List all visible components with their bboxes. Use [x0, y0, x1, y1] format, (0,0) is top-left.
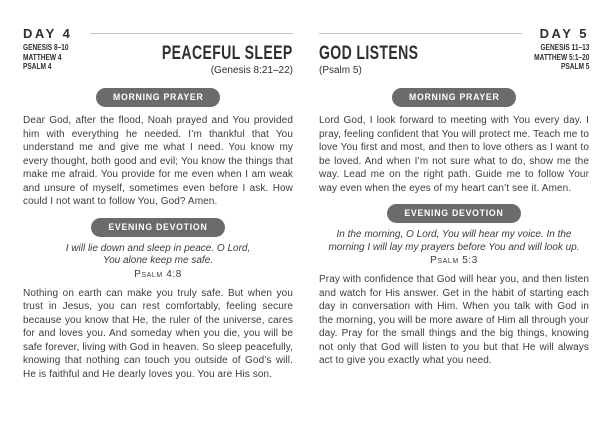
page-subtitle: (Genesis 8:21–22): [210, 65, 293, 76]
evening-devotion-badge: [387, 204, 521, 223]
title-row: [23, 43, 293, 79]
morning-prayer-text: Lord God, I look forward to meeting with You every day. I pray, feeling confident that You will protect me. Teach me to love You first and most, and then to love others as I want to be loved. And when I’m not sure what to do, show me the way. Lead me on the right path. Guide me to follow Your way even when the eyes of my heart can’t see it. Amen.: [319, 115, 589, 194]
page-header: [23, 26, 293, 40]
day-label: DAY 5: [539, 25, 589, 41]
header-rule: [90, 33, 293, 34]
evening-devotion-badge-label: EVENING DEVOTION: [108, 221, 208, 233]
page-subtitle: (Psalm 5): [319, 65, 362, 76]
readings-list: [534, 43, 589, 79]
evening-devotion-text: Nothing on earth can make you truly safe. But when you trust in Jesus, you can rest comfortably, feeling secure because you know that He, the ruler of the universe, cares for and loves you. And someday when you die, you will be safe forever, living with God in heaven. So sleep peacefully, knowing that nothing can touch you outside of God’s will. He is faithful and He dearly loves you. You are His son.: [23, 287, 293, 380]
morning-prayer-badge: [392, 88, 516, 107]
reading-item: MATTHEW 5:1–20: [533, 52, 589, 62]
header-rule: [319, 33, 522, 34]
day-label: DAY 4: [23, 25, 73, 41]
evening-devotion-badge: [91, 218, 225, 237]
evening-devotion-badge-label: EVENING DEVOTION: [404, 208, 504, 219]
reading-item: MATTHEW 4: [23, 52, 62, 62]
reading-item: PSALM 5: [560, 62, 589, 71]
title-block: [319, 43, 453, 79]
morning-prayer-badge-label: MORNING PRAYER: [408, 92, 500, 103]
page-day-5: [319, 26, 589, 368]
page-day-4: [23, 26, 293, 381]
title-row: [319, 43, 589, 79]
evening-quote-reference: Psalm 5:3: [430, 255, 478, 266]
morning-prayer-text: Dear God, after the flood, Noah prayed and You provided him with everything he needed. I’m thankful that You understand me and give me what I need. You know my every thought, both good and evil; You know the things that make me afraid. You provide for me even when I am weak and unsure of myself, sometimes even before I ask. How could I not want to follow You, God? Amen.: [23, 115, 293, 207]
page-header: [319, 26, 589, 40]
page-title: GOD LISTENS: [319, 43, 419, 64]
reading-item: PSALM 4: [23, 62, 52, 71]
evening-devotion-text: Pray with confidence that God will hear you, and then listen and watch for His answer. Get in the habit of starting each day in conversation with Him. When you talk with God in the morning, you will be more aware of Him all through your day. Pray for the small things and the big things, knowing not only that God will listen to you but that He will always act to give you exactly what you need.: [319, 274, 589, 366]
morning-prayer-badge-label: MORNING PRAYER: [112, 92, 204, 103]
page-title: PEACEFUL SLEEP: [162, 43, 293, 64]
reading-item: GENESIS 8–10: [23, 43, 69, 52]
evening-quote: In the morning, O Lord, You will hear my voice. In the morning I will lay my prayers before You and will look up.: [328, 229, 580, 253]
evening-quote: I will lie down and sleep in peace. O Lord, You alone keep me safe.: [65, 242, 251, 266]
evening-quote-reference: Psalm 4:8: [134, 268, 182, 280]
reading-item: GENESIS 11–13: [540, 43, 589, 52]
title-block: [116, 43, 293, 79]
morning-prayer-badge: [96, 88, 220, 107]
readings-list: [23, 43, 69, 79]
